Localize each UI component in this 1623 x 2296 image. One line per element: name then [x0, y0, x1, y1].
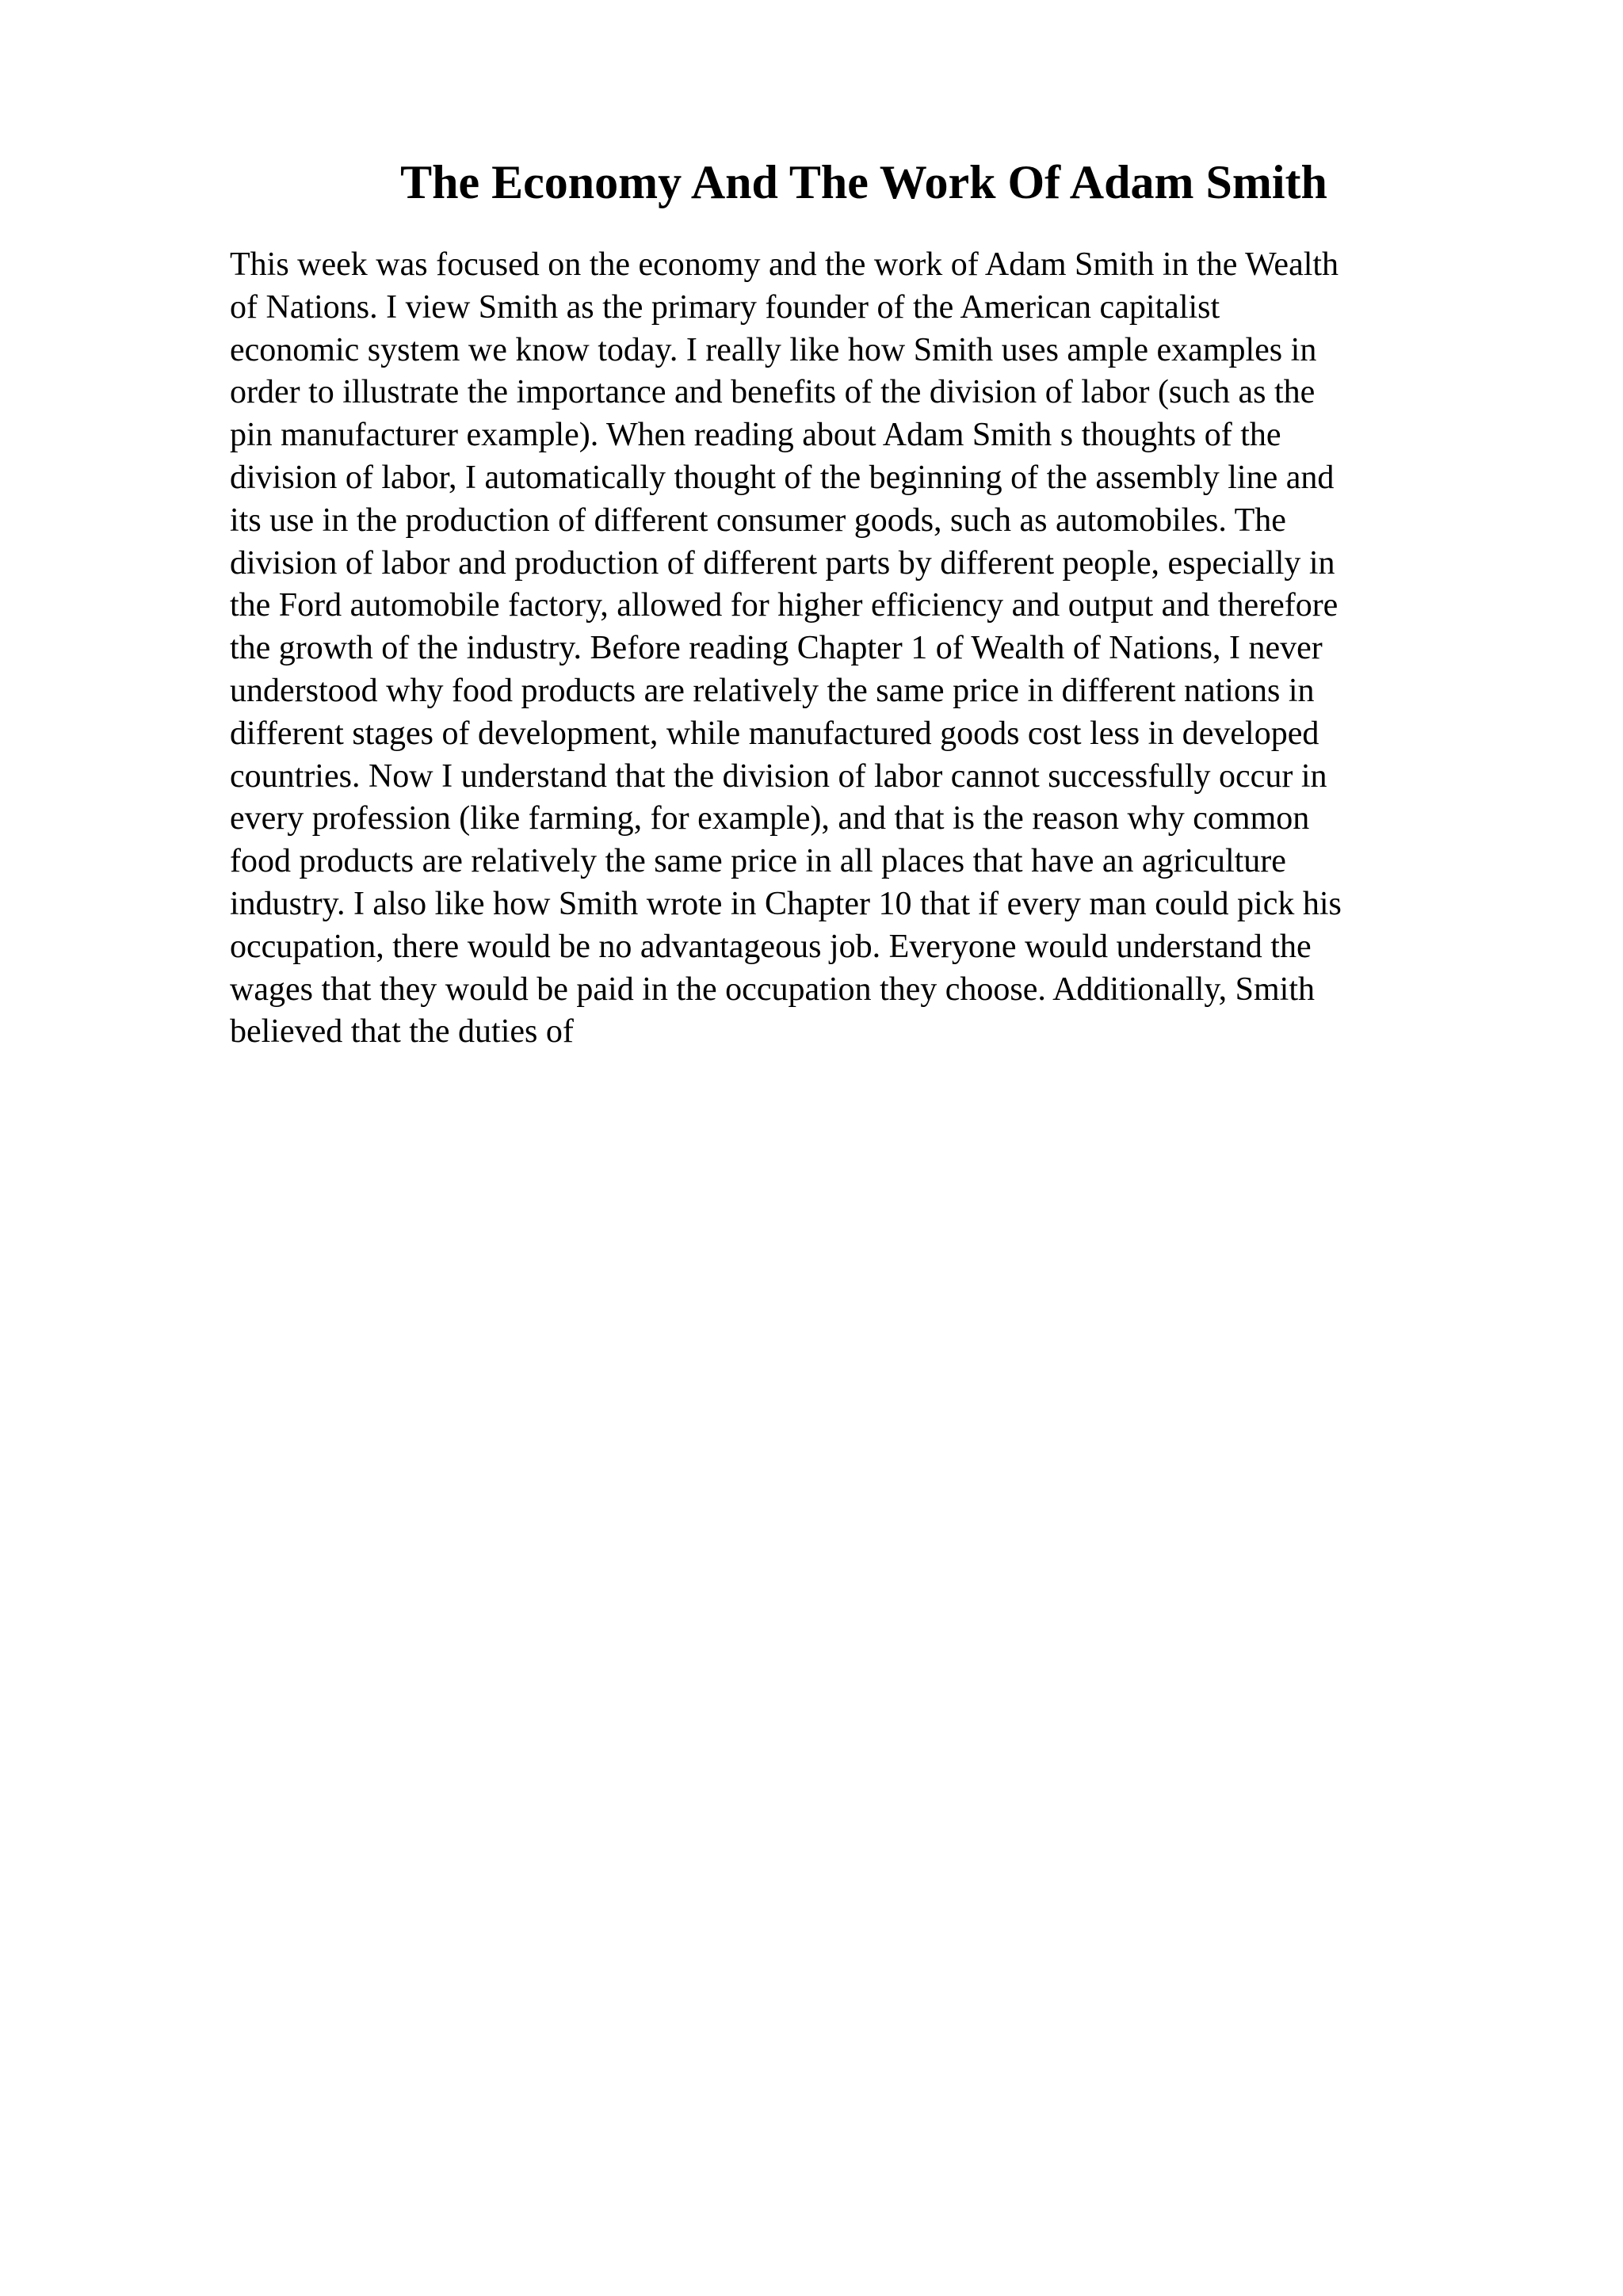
body-line: understood why food products are relatively the same price in different nations in: [230, 672, 1315, 709]
body-line: wages that they would be paid in the occupation they choose. Additionally, Smith: [230, 971, 1316, 1008]
body-line: economic system we know today. I really like how Smith uses ample examples in: [230, 331, 1317, 368]
body-line: countries. Now I understand that the division of labor cannot successfully occur in: [230, 757, 1327, 795]
document-body: [230, 244, 1482, 1054]
document-title: The Economy And The Work Of Adam Smith: [400, 156, 1327, 208]
body-line: This week was focused on the economy and the work of Adam Smith in the Wealth: [230, 246, 1339, 283]
body-line: division of labor, I automatically thought of the beginning of the assembly line and: [230, 459, 1335, 496]
body-line: every profession (like farming, for example), and that is the reason why common: [230, 800, 1310, 837]
body-line: believed that the duties of: [230, 1013, 574, 1051]
body-line: industry. I also like how Smith wrote in Chapter 10 that if every man could pick his: [230, 885, 1342, 922]
body-line: food products are relatively the same price in all places that have an agriculture: [230, 843, 1286, 880]
body-line: division of labor and production of different parts by different people, especially in: [230, 544, 1335, 582]
body-line: the growth of the industry. Before reading Chapter 1 of Wealth of Nations, I never: [230, 630, 1323, 667]
body-line: different stages of development, while manufactured goods cost less in developed: [230, 715, 1319, 752]
body-line: of Nations. I view Smith as the primary founder of the American capitalist: [230, 288, 1220, 326]
body-line: pin manufacturer example). When reading about Adam Smith s thoughts of the: [230, 417, 1281, 454]
body-line: the Ford automobile factory, allowed for higher efficiency and output and therefore: [230, 587, 1338, 624]
body-line: order to illustrate the importance and benefits of the division of labor (such as the: [230, 374, 1316, 411]
body-line: its use in the production of different consumer goods, such as automobiles. The: [230, 502, 1286, 539]
body-line: occupation, there would be no advantageous job. Everyone would understand the: [230, 928, 1312, 965]
